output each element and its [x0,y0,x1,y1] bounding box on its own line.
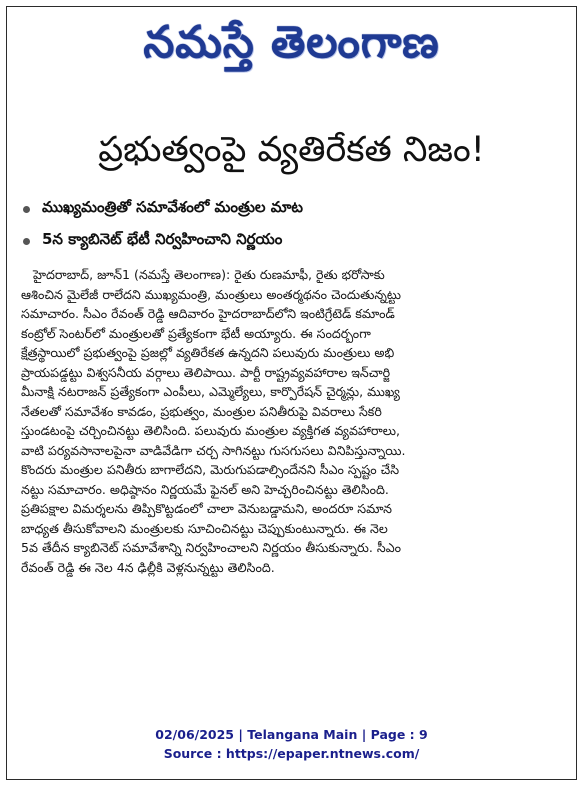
body-line: వాటి పర్యవసానాలపైనా వాడివేడిగా చర్చ సాగినట్టు గుసగుసలు వినిపిస్తున్నాయి. [21,442,406,458]
body-line: 5వ తేదీన క్యాబినెట్ సమావేశాన్ని నిర్వహించాలని నిర్ణయం తీసుకున్నారు. సీఎం [21,540,402,555]
body-line: బాధ్యత తీసుకోవాలని మంత్రులకు సూచించినట్టు చెప్పుకుంటున్నారు. ఈ నెల [21,520,388,536]
subheading-text: 5న క్యాబినెట్ భేటీ నిర్వహించాని నిర్ణయం [42,230,283,248]
subheading-text: ముఖ్యమంత్రితో సమావేశంలో మంత్రుల మాట [42,198,304,216]
body-line: ప్రతిపక్షాల విమర్శలను తిప్పికొట్టడంలో చాలా వెనుబడ్డామని, అందరూ సమాన [21,501,392,516]
source-link: Source : https://epaper.ntnews.com/ [163,746,420,761]
body-line: స్తుండటంపై చర్చించినట్టు తెలిసింది. పలువురు మంత్రుల వ్యక్తిగత వ్యవహారాలు, [21,423,401,438]
body-line: కొందరు మంత్రుల పనితీరు బాగాలేదని, మెరుగుపడాల్సిందేనని సీఎం స్పష్టం చేసి [21,462,400,477]
body-line: మీనాక్షి నటరాజన్ ప్రత్యేకంగా ఎంపీలు, ఎమ్మెల్యేలు, కార్పొరేషన్ చైర్మన్లు, ముఖ్య [21,384,400,399]
subheading-item [23,193,563,225]
body-line: కంట్రోల్ సెంటర్‌లో మంత్రులతో ప్రత్యేకంగా భేటీ అయ్యారు. ఈ సందర్భంగా [21,325,371,341]
newspaper-masthead: నమస్తే తెలంగాణ [143,17,440,68]
article-subheadings [23,193,563,257]
body-line: హైదరాబాద్, జూన్1 (నమస్తే తెలంగాణ): రైతు రుణమాఫీ, రైతు భరోసాకు [33,267,385,282]
body-line: నేతలతో సమావేశం కావడం, ప్రభుత్వం, మంత్రుల పనితీరుపై వివరాలు సేకరి [21,403,382,419]
body-line: క్షేత్రస్థాయిలో ప్రభుత్వంపై ప్రజల్లో వ్యతిరేకత ఉన్నదని పలువురు మంత్రులు అభి [21,345,395,360]
body-line: ఆశించిన మైలేజీ రాలేదని ముఖ్యమంత్రి, మంత్రులు అంతర్మథనం చెందుతున్నట్టు [21,286,401,302]
article-headline: ప్రభుత్వంపై వ్యతిరేకత నిజం! [98,130,485,170]
clipping-footer [7,725,576,763]
article-body [21,265,567,577]
edition-info: 02/06/2025 | Telangana Main | Page : 9 [155,727,428,742]
subheading-item [23,225,563,257]
body-line: సమాచారం. సీఎం రేవంత్ రెడ్డి ఆదివారం హైదరాబాద్‌లోని ఇంటిగ్రేటెడ్ కమాండ్ [21,306,395,321]
body-line: ప్రాయపడ్డట్టు విశ్వసనీయ వర్గాలు తెలిపాయి. పార్టీ రాష్ట్రవ్యవహారాల ఇన్‌చార్జి [21,364,391,380]
newspaper-clipping [6,6,577,780]
body-line: నట్టు సమాచారం. అధిష్ఠానం నిర్ణయమే ఫైనల్ అని హెచ్చరించినట్టు తెలిసింది. [21,481,389,497]
body-line: రేవంత్ రెడ్డి ఈ నెల 4న ఢిల్లీకి వెళ్లనున్నట్టు తెలిసింది. [21,559,275,575]
bullet-icon [23,238,30,245]
bullet-icon [23,206,30,213]
